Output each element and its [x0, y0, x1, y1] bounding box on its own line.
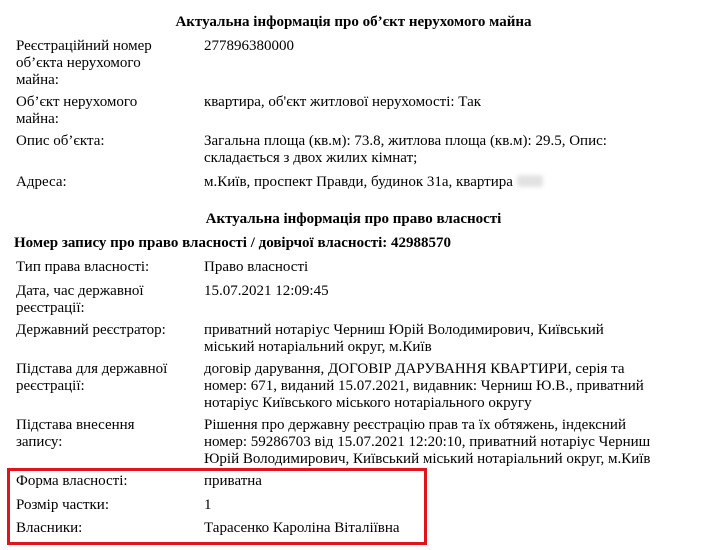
- label-owners: Власники:: [16, 520, 83, 536]
- label-ownership-type: Тип права власності:: [16, 259, 150, 275]
- value-ownership-type: Право власності: [204, 259, 309, 275]
- value-address: м.Київ, проспект Правди, будинок 31а, квартира: [204, 174, 513, 190]
- label-entry-basis: Підстава внесення запису:: [16, 417, 135, 450]
- label-object-description: Опис об’єкта:: [16, 133, 105, 149]
- section-title-property-object: Актуальна інформація про об’єкт нерухомого майна: [175, 14, 532, 30]
- value-address-wrap: [204, 174, 694, 191]
- section-title-ownership: Актуальна інформація про право власності: [205, 211, 502, 227]
- label-state-registrar: Державний реєстратор:: [16, 322, 166, 338]
- value-entry-basis: Рішення про державну реєстрацію прав та їх обтяжень, індексний номер: 59286703 від 15.07.2021 12:20:10, приватний нотаріус Черниш Юрій Володимирович, Київський міський нотаріальний округ, м.Київ: [204, 417, 651, 467]
- value-object-description: Загальна площа (кв.м): 73.8, житлова площа (кв.м): 29.5, Опис: складається з двох жилих кімнат;: [204, 133, 607, 166]
- label-registration-number: Реєстраційний номер об’єкта нерухомого майна:: [16, 38, 152, 88]
- value-registration-number: 277896380000: [204, 38, 294, 54]
- label-property-object: Об’єкт нерухомого майна:: [16, 94, 138, 127]
- value-registration-date: 15.07.2021 12:09:45: [204, 283, 329, 299]
- label-ownership-form: Форма власності:: [16, 473, 128, 489]
- value-state-registrar: приватний нотаріус Черниш Юрій Володимирович, Київський міський нотаріальний округ, м.Київ: [204, 322, 604, 355]
- ownership-record-number: Номер запису про право власності / довірчої власності: 42988570: [14, 235, 452, 251]
- value-ownership-form: приватна: [204, 473, 262, 489]
- value-owners: Тарасенко Кароліна Віталіївна: [204, 520, 400, 536]
- label-address: Адреса:: [16, 174, 67, 190]
- value-share-size: 1: [204, 497, 212, 513]
- highlight-box: [7, 468, 427, 545]
- label-registration-date: Дата, час державної реєстрації:: [16, 283, 144, 316]
- redacted-apartment-number: [517, 175, 543, 187]
- label-registration-basis: Підстава для державної реєстрації:: [16, 361, 168, 394]
- value-registration-basis: договір дарування, ДОГОВІР ДАРУВАННЯ КВАРТИРИ, серія та номер: 671, виданий 15.07.2021, видавник: Черниш Ю.В., приватний нотаріус Київського міського нотаріального округу: [204, 361, 644, 411]
- label-share-size: Розмір частки:: [16, 497, 109, 513]
- value-property-object: квартира, об'єкт житлової нерухомості: Так: [204, 94, 482, 110]
